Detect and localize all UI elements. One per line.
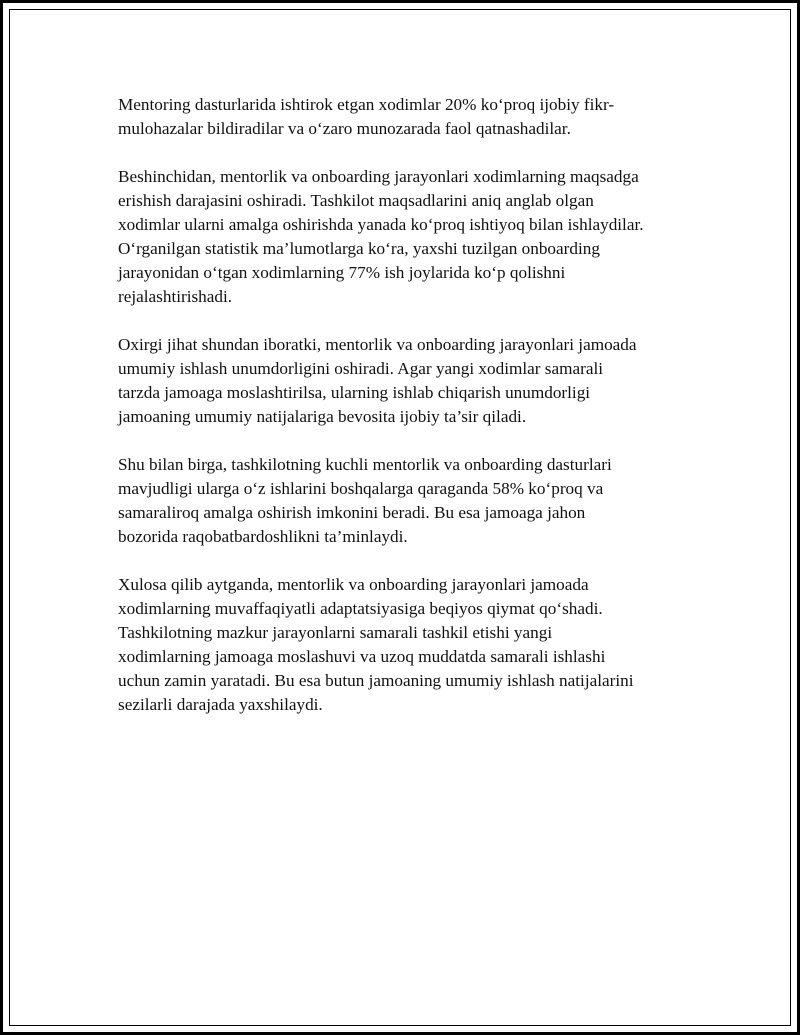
paragraph-goal-achievement: Beshinchidan, mentorlik va onboarding jarayonlari xodimlarning maqsadga erishish darajasini oshiradi. Tashkilot maqsadlarini aniq anglab olgan xodimlar ularni amalga oshirishda yanada ko‘proq ishtiyoq bilan ishlaydilar. O‘rganilgan statistik ma’lumotlarga ko‘ra, yaxshi tuzilgan onboarding jarayonidan o‘tgan xodimlarning 77% ish joylarida ko‘p qolishni rejalashtirishadi. bbox=[118, 167, 644, 306]
paragraph-competitiveness: Shu bilan birga, tashkilotning kuchli mentorlik va onboarding dasturlari mavjudligi ularga o‘z ishlarini boshqalarga qaraganda 58% ko‘proq va samaraliroq amalga oshirish imkonini beradi. Bu esa jamoaga jahon bozorida raqobatbardoshlikni ta’minlaydi. bbox=[118, 455, 612, 546]
paragraph-mentoring-feedback: Mentoring dasturlarida ishtirok etgan xodimlar 20% ko‘proq ijobiy fikr- mulohazalar bildiradilar va o‘zaro munozarada faol qatnashadilar. bbox=[118, 95, 615, 138]
document-body bbox=[118, 93, 693, 741]
paragraph-conclusion: Xulosa qilib aytganda, mentorlik va onboarding jarayonlari jamoada xodimlarning muvaffaqiyatli adaptatsiyasiga beqiyos qiymat qo‘shadi. Tashkilotning mazkur jarayonlarni samarali tashkil etishi yangi xodimlarning jamoaga moslashuvi va uzoq muddatda samarali ishlashi uchun zamin yaratadi. Bu esa butun jamoaning umumiy ishlash natijalarini sezilarli darajada yaxshilaydi. bbox=[118, 575, 634, 714]
paragraph-team-productivity: Oxirgi jihat shundan iboratki, mentorlik va onboarding jarayonlari jamoada umumiy ishlash unumdorligini oshiradi. Agar yangi xodimlar samarali tarzda jamoaga moslashtirilsa, ularning ishlab chiqarish unumdorligi jamoaning umumiy natijalariga bevosita ijobiy ta’sir qiladi. bbox=[118, 335, 637, 426]
